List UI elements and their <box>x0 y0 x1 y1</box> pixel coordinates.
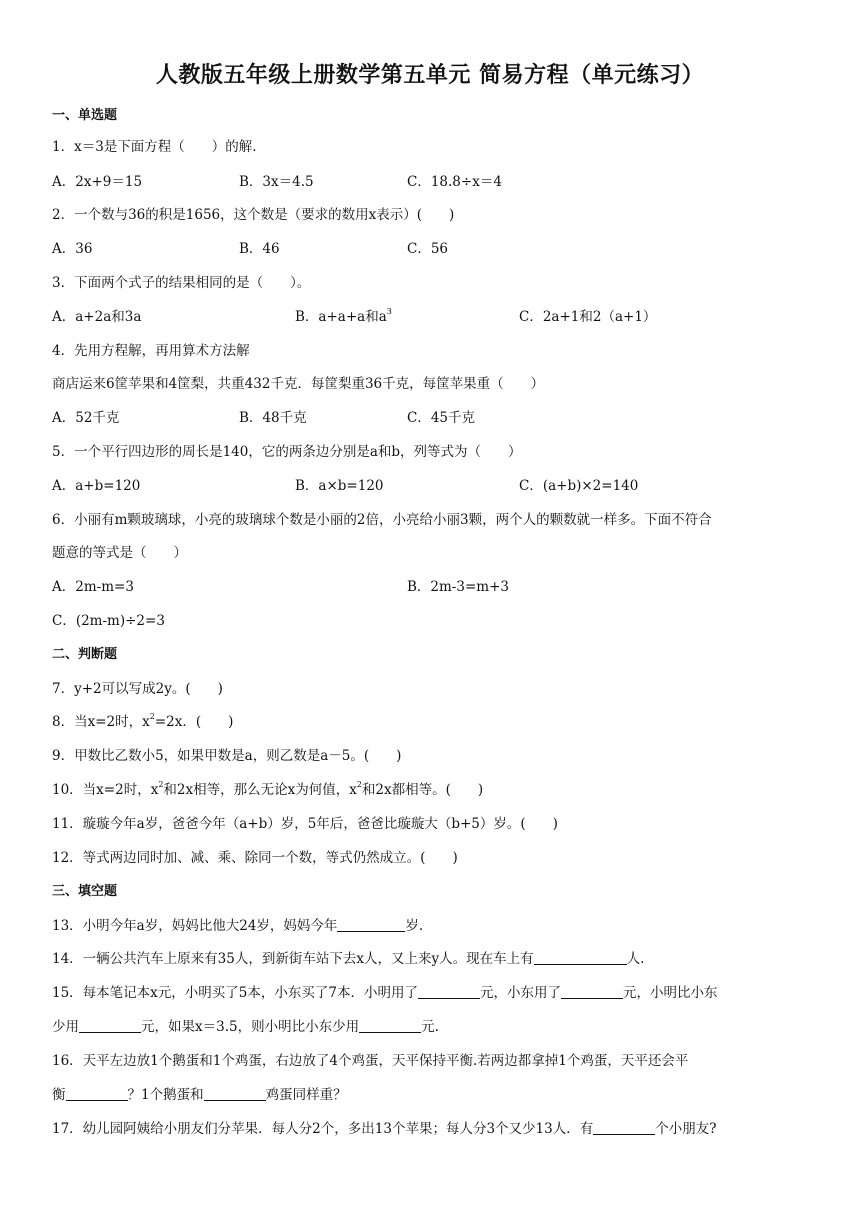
section-heading-single-choice: 一、单选题 <box>52 108 118 123</box>
question-15-text-6: 元. <box>421 1019 439 1035</box>
question-15-text: 15．每本笔记本x元，小明买了5本，小东买了7本．小明用了 <box>52 985 418 1001</box>
question-5-option-a: A．a+b=120 <box>52 478 141 494</box>
question-2-option-a: A．36 <box>52 241 93 257</box>
question-6-option-b: B．2m-3=m+3 <box>407 579 509 595</box>
question-3-option-b-text: B．a+a+a和a <box>295 309 387 325</box>
question-14-text: 14．一辆公共汽车上原来有35人，到新街车站下去x人，又上来y人。现在车上有 <box>52 951 534 967</box>
question-15 <box>52 983 717 1003</box>
superscript: 2 <box>158 780 164 789</box>
question-15-text-4: 少用 <box>52 1019 79 1035</box>
answer-blank[interactable] <box>534 950 627 965</box>
answer-blank[interactable] <box>593 1120 655 1135</box>
question-4-stem: 4．先用方程解，再用算术方法解 <box>52 343 250 359</box>
question-16-text: 衡 <box>52 1087 66 1103</box>
question-16-line-2 <box>52 1085 347 1105</box>
question-16-text-3: 鸡蛋同样重？ <box>265 1087 347 1103</box>
question-2-option-b: B．46 <box>239 241 280 257</box>
answer-blank[interactable] <box>79 1018 141 1033</box>
question-2-option-c: C．56 <box>407 241 449 257</box>
question-5-option-c: C．(a+b)×2=140 <box>519 478 639 494</box>
answer-blank[interactable] <box>418 984 480 999</box>
question-5-stem: 5．一个平行四边形的周长是140，它的两条边分别是a和b，列等式为（ ） <box>52 444 522 460</box>
question-6-stem: 6．小丽有m颗玻璃球，小亮的玻璃球个数是小丽的2倍，小亮给小丽3颗，两个人的颗数就一样多。下面不符合 <box>52 512 712 528</box>
question-14 <box>52 949 644 969</box>
question-10 <box>52 780 483 800</box>
page-title: 人教版五年级上册数学第五单元 简易方程（单元练习） <box>155 63 705 88</box>
question-15-text-3: 元，小明比小东 <box>622 985 718 1001</box>
question-1-option-c: C．18.8÷x＝4 <box>407 174 502 190</box>
question-9: 9．甲数比乙数小5，如果甲数是a，则乙数是a－5。( ) <box>52 748 402 764</box>
question-17 <box>52 1119 716 1139</box>
question-14-text-end: 人. <box>626 951 645 967</box>
superscript: 2 <box>356 780 362 789</box>
question-4-option-b: B．48千克 <box>239 410 307 426</box>
question-8-text: 8．当x=2时，x <box>52 714 150 730</box>
question-17-text: 17．幼儿园阿姨给小朋友们分苹果．每人分2个，多出13个苹果；每人分3个又少13人．有 <box>52 1121 594 1137</box>
question-11: 11．璇璇今年a岁，爸爸今年（a+b）岁，5年后，爸爸比璇璇大（b+5）岁。( ) <box>52 816 558 832</box>
question-15-text-5: 元，如果x＝3.5，则小明比小东少用 <box>141 1019 360 1035</box>
question-13-text: 13．小明今年a岁，妈妈比他大24岁，妈妈今年 <box>52 918 338 934</box>
question-3-stem: 3．下面两个式子的结果相同的是（ ）。 <box>52 275 311 291</box>
question-3-option-b <box>295 307 392 327</box>
question-5-option-b: B．a×b=120 <box>295 478 384 494</box>
question-10-text-mid: 和2x相等，那么无论x为何值，x <box>163 782 357 798</box>
section-heading-true-false: 二、判断题 <box>52 647 118 662</box>
question-3-option-c: C．2a+1和2（a+1） <box>519 309 657 325</box>
superscript: 3 <box>386 307 392 316</box>
question-17-text-end: 个小朋友? <box>655 1121 717 1137</box>
answer-blank[interactable] <box>204 1086 266 1101</box>
question-1-option-b: B．3x＝4.5 <box>239 174 314 190</box>
question-8-text-end: =2x．( ) <box>154 714 234 730</box>
question-8 <box>52 712 233 732</box>
answer-blank[interactable] <box>66 1086 128 1101</box>
question-10-text: 10．当x=2时，x <box>52 782 159 798</box>
question-4-problem: 商店运来6筐苹果和4筐梨，共重432千克．每筐梨重36千克，每筐苹果重（ ） <box>52 376 545 392</box>
question-4-option-a: A．52千克 <box>52 410 120 426</box>
question-15-text-2: 元，小东用了 <box>479 985 561 1001</box>
question-16-text-2: ？1个鹅蛋和 <box>127 1087 204 1103</box>
question-6-option-a: A．2m-m=3 <box>52 579 134 595</box>
answer-blank[interactable] <box>561 984 623 999</box>
question-1-option-a: A．2x+9＝15 <box>52 174 143 190</box>
question-6-option-c: C．(2m-m)÷2=3 <box>52 613 165 629</box>
question-3-option-a: A．a+2a和3a <box>52 309 142 325</box>
question-2-stem: 2．一个数与36的积是1656，这个数是（要求的数用x表示）( ) <box>52 207 455 223</box>
question-6-stem-continued: 题意的等式是（ ） <box>52 545 187 561</box>
question-1-stem: 1．x＝3是下面方程（ ）的解. <box>52 139 257 155</box>
question-10-text-end: 和2x都相等。( ) <box>361 782 484 798</box>
question-4-option-c: C．45千克 <box>407 410 476 426</box>
question-12: 12．等式两边同时加、减、乘、除同一个数，等式仍然成立。( ) <box>52 850 458 866</box>
section-heading-fill-in: 三、填空题 <box>52 884 118 899</box>
question-15-line-2 <box>52 1017 439 1037</box>
question-13-text-end: 岁. <box>405 918 424 934</box>
question-13 <box>52 916 423 936</box>
question-16: 16．天平左边放1个鹅蛋和1个鸡蛋，右边放了4个鸡蛋，天平保持平衡.若两边都拿掉1个鸡蛋，天平还会平 <box>52 1053 689 1069</box>
superscript: 2 <box>149 712 155 721</box>
answer-blank[interactable] <box>337 917 405 932</box>
answer-blank[interactable] <box>359 1018 421 1033</box>
question-7: 7．y+2可以写成2y。( ) <box>52 681 223 697</box>
